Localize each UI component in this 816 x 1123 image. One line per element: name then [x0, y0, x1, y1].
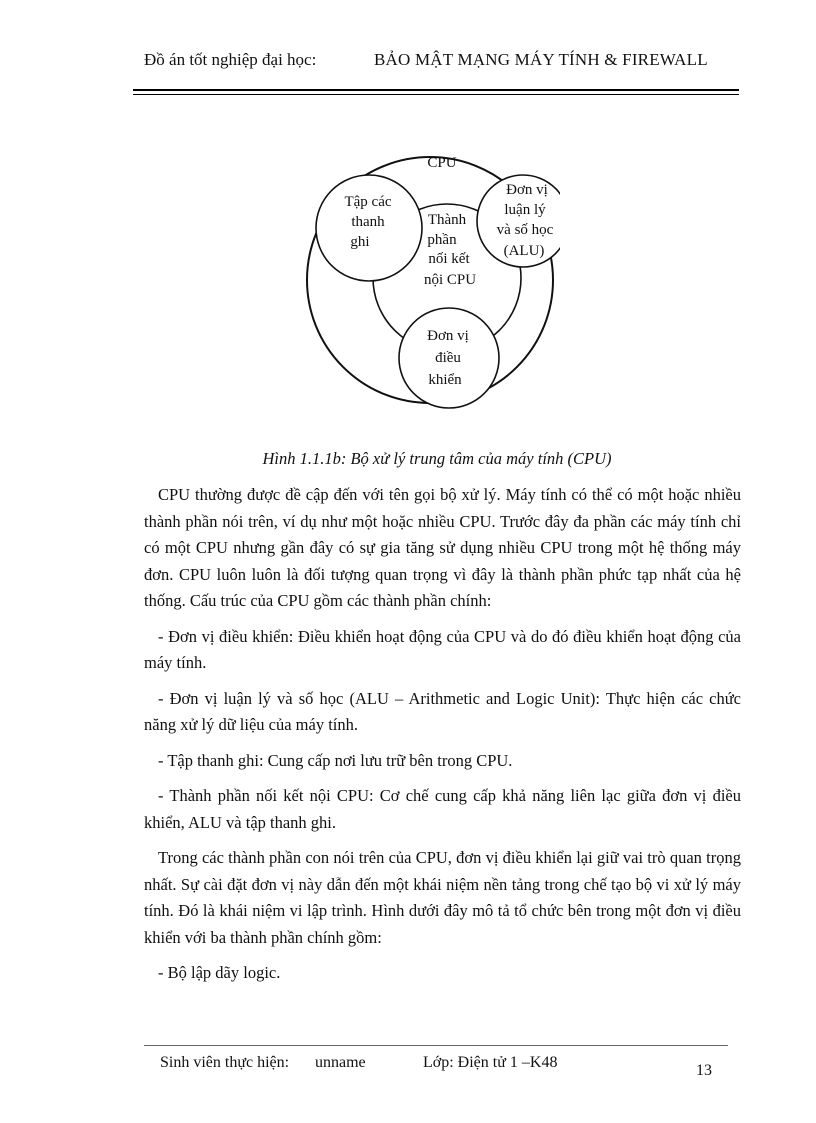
cpu-diagram-svg	[300, 120, 560, 440]
control-line-3: khiển	[428, 372, 462, 388]
interconnect-line-2: phần	[427, 232, 457, 248]
header-left: Đồ án tốt nghiệp đại học:	[144, 50, 317, 69]
paragraph: CPU thường được đề cập đến với tên gọi bộ xử lý. Máy tính có thể có một hoặc nhiều thành phần nói trên, ví dụ như một hoặc nhiều CPU. Trước đây đa phần các máy tính chỉ có một CPU nhưng gần đây có sự gia tăng sử dụng nhiều CPU trong một hệ thống máy đơn. CPU luôn luôn là đối tượng quan trọng vì đây là thành phần phức tạp nhất của hệ thống. Cấu trúc của CPU gồm các thành phần chính:	[144, 485, 741, 610]
control-line-2: điều	[435, 350, 461, 366]
paragraph: - Đơn vị luận lý và số học (ALU – Arithmetic and Logic Unit): Thực hiện các chức năng xử lý dữ liệu của máy tính.	[144, 688, 741, 734]
body-text	[144, 482, 741, 996]
footer-student-name: unname	[315, 1054, 366, 1071]
page-number: 13	[696, 1062, 712, 1079]
page-header	[144, 50, 744, 74]
paragraph: - Đơn vị điều khiển: Điều khiển hoạt động của CPU và do đó điều khiển hoạt động của máy tính.	[144, 626, 741, 672]
paragraph: - Tập thanh ghi: Cung cấp nơi lưu trữ bên trong CPU.	[158, 750, 513, 770]
header-rule-thick	[133, 89, 739, 91]
registers-line-2: thanh	[351, 214, 385, 230]
interconnect-line-1: Thành	[427, 212, 467, 228]
paragraph: - Thành phần nối kết nội CPU: Cơ chế cung cấp khả năng liên lạc giữa đơn vị điều khiển, ALU và tập thanh ghi.	[144, 786, 741, 832]
registers-line-3: ghi	[350, 234, 370, 250]
header-title: BẢO MẬT MẠNG MÁY TÍNH & FIREWALL	[374, 50, 708, 69]
alu-line-3: và số học	[496, 222, 554, 238]
interconnect-line-4: nội CPU	[423, 272, 477, 288]
footer-class: Lớp: Điện tử 1 –K48	[423, 1054, 558, 1071]
alu-line-2: luận lý	[504, 202, 546, 218]
cpu-diagram	[300, 120, 560, 440]
footer-rule	[144, 1045, 728, 1046]
header-rule-thin	[133, 94, 739, 95]
footer-student-label: Sinh viên thực hiện:	[160, 1054, 290, 1071]
alu-line-1: Đơn vị	[506, 182, 548, 198]
figure-caption: Hình 1.1.1b: Bộ xử lý trung tâm của máy tính (CPU)	[262, 449, 612, 468]
control-line-1: Đơn vị	[427, 328, 469, 344]
alu-line-4: (ALU)	[503, 243, 545, 259]
paragraph: - Bộ lập dãy logic.	[158, 963, 281, 982]
interconnect-line-3: nối kết	[428, 251, 470, 267]
paragraph: Trong các thành phần con nói trên của CPU, đơn vị điều khiển lại giữ vai trò quan trọng nhất. Sự cài đặt đơn vị này dẫn đến một khái niệm nền tảng trong chế tạo bộ vi xử lý máy tính. Đó là khái niệm vi lập trình. Hình dưới đây mô tả tổ chức bên trong một đơn vị điều khiển với ba thành phần chính gồm:	[144, 848, 741, 947]
registers-line-1: Tập các	[344, 194, 392, 210]
cpu-label: CPU	[427, 155, 457, 171]
